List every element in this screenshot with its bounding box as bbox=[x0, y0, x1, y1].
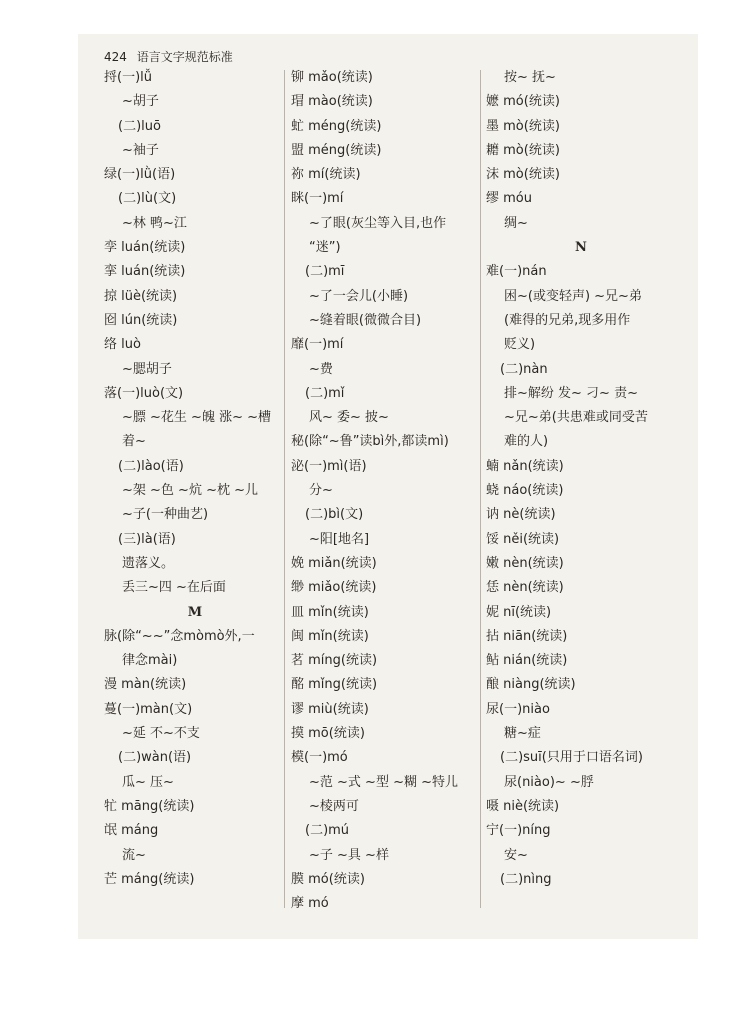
entry-line: 氓 máng bbox=[104, 823, 159, 839]
entry-line: 拈 niān(统读) bbox=[486, 628, 568, 644]
entry-line: (二)luō bbox=[118, 118, 161, 134]
entry-line: 着~ bbox=[122, 434, 146, 450]
entry-line: 流~ bbox=[122, 847, 146, 863]
entry-line: (二)bì(文) bbox=[305, 507, 364, 523]
entry-line: 排~解纷 发~ 刁~ 责~ bbox=[504, 385, 638, 401]
section-letter: N bbox=[575, 240, 587, 256]
entry-line: ~膘 ~花生 ~魄 涨~ ~槽 bbox=[122, 410, 271, 426]
entry-line: 盟 méng(统读) bbox=[291, 142, 382, 158]
entry-line: 谬 miù(统读) bbox=[291, 701, 369, 717]
entry-line: ~缝着眼(微微合目) bbox=[309, 312, 422, 328]
entry-line: 讷 nè(统读) bbox=[486, 507, 556, 523]
entry-line: “迷”) bbox=[309, 240, 341, 256]
entry-line: 尿(niào)~ ~脬 bbox=[504, 774, 594, 790]
entry-line: (二)wàn(语) bbox=[118, 750, 192, 766]
entry-line: ~了一会儿(小睡) bbox=[309, 288, 409, 304]
entry-line: ~范 ~式 ~型 ~糊 ~特儿 bbox=[309, 774, 458, 790]
entry-line: 绿(一)lǜ(语) bbox=[104, 167, 176, 183]
page-header bbox=[104, 48, 233, 65]
entry-line: ~延 不~不支 bbox=[122, 726, 200, 742]
entry-line: 按~ 抚~ bbox=[504, 70, 556, 85]
entry-line: 缪 móu bbox=[486, 191, 532, 207]
entry-line: 铆 mǎo(统读) bbox=[291, 70, 373, 85]
entry-line: (三)là(语) bbox=[118, 531, 176, 547]
entry-line: 酩 mǐng(统读) bbox=[291, 677, 378, 693]
entry-line: ~袖子 bbox=[122, 142, 159, 158]
entry-line: 律念mài) bbox=[122, 653, 178, 669]
entry-line: 摸 mō(统读) bbox=[291, 726, 365, 742]
entry-line: 酿 niàng(统读) bbox=[486, 677, 576, 693]
entry-line: 遗落义。 bbox=[122, 555, 175, 571]
entry-line: ~费 bbox=[309, 361, 333, 377]
entry-line: 娩 miǎn(统读) bbox=[291, 555, 377, 571]
entry-line: 芒 máng(统读) bbox=[104, 871, 195, 887]
entry-line: ~腮胡子 bbox=[122, 361, 172, 377]
entry-line: 挛 luán(统读) bbox=[104, 264, 186, 280]
entry-line: 膜 mó(统读) bbox=[291, 871, 365, 887]
running-title: 语言文字规范标准 bbox=[136, 50, 233, 64]
entry-line: 祢 mí(统读) bbox=[291, 167, 361, 183]
entry-line: 缈 miǎo(统读) bbox=[291, 580, 377, 596]
entry-line: (二)mǐ bbox=[305, 385, 345, 401]
entry-line: ~棱两可 bbox=[309, 798, 359, 814]
entry-line: (二)mú bbox=[305, 823, 350, 839]
entry-line: 囵 lún(统读) bbox=[104, 312, 178, 328]
entry-line: 蝻 nǎn(统读) bbox=[486, 458, 564, 474]
entry-line: 牤 māng(统读) bbox=[104, 798, 195, 814]
entry-line: 闽 mǐn(统读) bbox=[291, 628, 369, 644]
entry-line: ~子 ~具 ~样 bbox=[309, 847, 389, 863]
entry-line: (难得的兄弟,现多用作 bbox=[504, 312, 631, 328]
entry-line: 模(一)mó bbox=[291, 750, 348, 766]
entry-line: 蛲 náo(统读) bbox=[486, 483, 564, 499]
entry-line: 嗫 niè(统读) bbox=[486, 798, 560, 814]
column-1 bbox=[104, 66, 286, 892]
entry-line: 皿 mǐn(统读) bbox=[291, 604, 369, 620]
entry-line: 尿(一)niào bbox=[486, 701, 550, 717]
entry-line: 耱 mò(统读) bbox=[486, 142, 560, 158]
entry-line: 绸~ bbox=[504, 215, 528, 231]
entry-line: ~阳[地名] bbox=[309, 531, 370, 547]
entry-line: 捋(一)lǚ bbox=[104, 70, 152, 85]
entry-line: 沫 mò(统读) bbox=[486, 167, 560, 183]
entry-line: (二)nàn bbox=[500, 361, 548, 377]
entry-line: 虻 méng(统读) bbox=[291, 118, 382, 134]
entry-line: 掠 lüè(统读) bbox=[104, 288, 178, 304]
entry-line: 妮 nī(统读) bbox=[486, 604, 552, 620]
entry-line: (二)lào(语) bbox=[118, 458, 184, 474]
entry-line: 嬷 mó(统读) bbox=[486, 94, 560, 110]
entry-line: 安~ bbox=[504, 847, 528, 863]
entry-line: 孪 luán(统读) bbox=[104, 240, 186, 256]
entry-line: (二)mī bbox=[305, 264, 345, 280]
entry-line: ~架 ~色 ~炕 ~枕 ~儿 bbox=[122, 483, 258, 499]
entry-line: 靡(一)mí bbox=[291, 337, 344, 353]
entry-line: 脉(除“~~”念mòmò外,一 bbox=[104, 628, 255, 644]
entry-line: 贬义) bbox=[504, 337, 536, 353]
entry-line: 络 luò bbox=[104, 337, 141, 353]
entry-line: 馁 něi(统读) bbox=[486, 531, 560, 547]
column-divider bbox=[480, 70, 481, 908]
entry-line: (二)suī(只用于口语名词) bbox=[500, 750, 643, 766]
entry-line: 秘(除“~鲁”读bì外,都读mì) bbox=[291, 434, 449, 450]
entry-line: 难的人) bbox=[504, 434, 549, 450]
entry-line: (二)lù(文) bbox=[118, 191, 177, 207]
column-3 bbox=[486, 66, 676, 892]
entry-line: 墨 mò(统读) bbox=[486, 118, 560, 134]
entry-line: 漫 màn(统读) bbox=[104, 677, 187, 693]
entry-line: 风~ 委~ 披~ bbox=[309, 410, 389, 426]
entry-line: 蔓(一)màn(文) bbox=[104, 701, 193, 717]
entry-line: 泌(一)mì(语) bbox=[291, 458, 367, 474]
section-letter: M bbox=[187, 604, 203, 620]
entry-line: ~了眼(灰尘等入目,也作 bbox=[309, 215, 447, 231]
entry-line: 糖~症 bbox=[504, 726, 541, 742]
page-number: 424 bbox=[104, 50, 127, 64]
entry-line: 恁 nèn(统读) bbox=[486, 580, 564, 596]
entry-line: ~胡子 bbox=[122, 94, 159, 110]
entry-line: 摩 mó bbox=[291, 896, 329, 912]
entry-line: ~子(一种曲艺) bbox=[122, 507, 209, 523]
entry-line: 鲇 nián(统读) bbox=[486, 653, 568, 669]
entry-line: 落(一)luò(文) bbox=[104, 385, 184, 401]
entry-line: 困~(或变轻声) ~兄~弟 bbox=[504, 288, 642, 304]
entry-line: 嫩 nèn(统读) bbox=[486, 555, 564, 571]
entry-line: 分~ bbox=[309, 483, 333, 499]
entry-line: 瑁 mào(统读) bbox=[291, 94, 373, 110]
entry-line: 宁(一)níng bbox=[486, 823, 551, 839]
entry-line: 丢三~四 ~在后面 bbox=[122, 580, 226, 596]
entry-line: (二)nìng bbox=[500, 871, 552, 887]
entry-line: 眯(一)mí bbox=[291, 191, 344, 207]
entry-line: 难(一)nán bbox=[486, 264, 547, 280]
entry-line: 瓜~ 压~ bbox=[122, 774, 174, 790]
entry-line: ~林 鸭~江 bbox=[122, 215, 187, 231]
column-2 bbox=[291, 66, 479, 916]
entry-line: 茗 míng(统读) bbox=[291, 653, 378, 669]
entry-line: ~兄~弟(共患难或同受苦 bbox=[504, 410, 648, 426]
